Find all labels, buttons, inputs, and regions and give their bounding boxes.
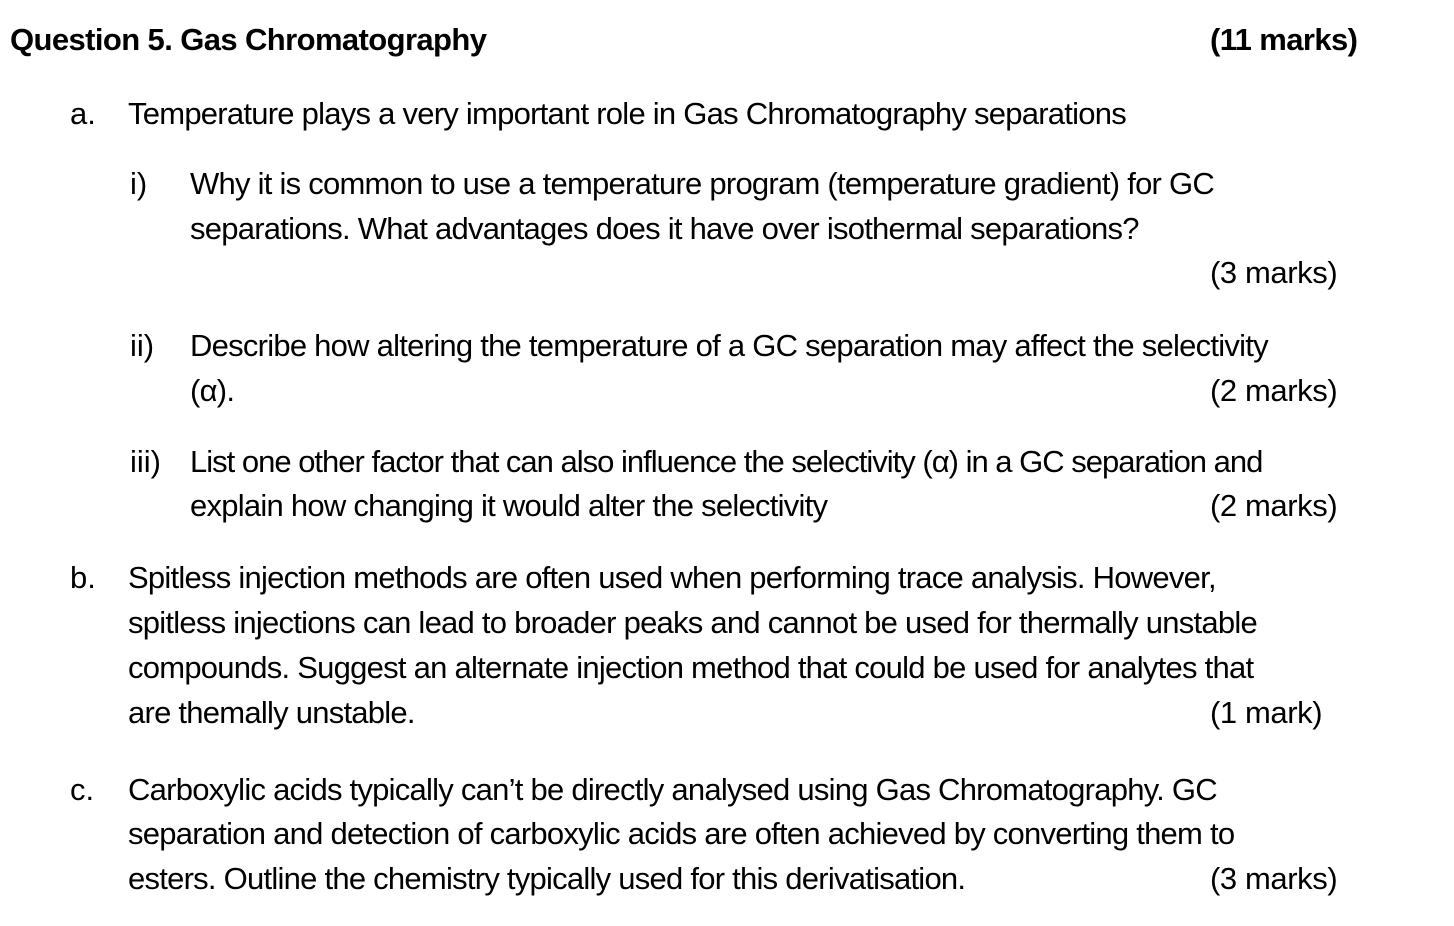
subpart-iii-line-2: explain how changing it would alter the selectivity [190,488,828,523]
part-a-label: a. [70,96,96,131]
subpart-ii-line-1: Describe how altering the temperature of a GC separation may affect the selectivity [190,328,1268,363]
part-b-line-3: compounds. Suggest an alternate injection method that could be used for analytes that [128,650,1254,685]
question-total-marks: (11 marks) [1210,22,1358,57]
part-c-line-2: separation and detection of carboxylic acids are often achieved by converting them to [128,816,1235,851]
part-b-marks: (1 mark) [1210,695,1323,730]
part-b-line-2: spitless injections can lead to broader peaks and cannot be used for thermally unstable [128,605,1257,640]
part-a-text: Temperature plays a very important role in Gas Chromatography separations [128,96,1127,131]
subpart-ii-line-2: (α). [190,373,235,408]
part-b-line-4: are themally unstable. [128,695,415,730]
part-c-line-1: Carboxylic acids typically can’t be directly analysed using Gas Chromatography. GC [128,772,1217,807]
subpart-i-line-1: Why it is common to use a temperature program (temperature gradient) for GC [190,166,1214,201]
subpart-ii-label: ii) [130,328,155,363]
subpart-iii-marks: (2 marks) [1210,488,1338,523]
part-b-line-1: Spitless injection methods are often used when performing trace analysis. However, [128,560,1216,595]
subpart-iii-line-1: List one other factor that can also influence the selectivity (α) in a GC separation and [190,444,1263,479]
subpart-iii-label: iii) [130,444,161,479]
part-b-label: b. [70,560,96,595]
subpart-i-line-2: separations. What advantages does it have over isothermal separations? [190,211,1139,246]
question-title: Question 5. Gas Chromatography [10,22,487,57]
subpart-i-label: i) [130,166,148,201]
part-c-marks: (3 marks) [1210,861,1338,896]
part-c-line-3: esters. Outline the chemistry typically used for this derivatisation. [128,861,966,896]
part-c-label: c. [70,772,95,807]
subpart-i-marks: (3 marks) [1210,255,1338,290]
subpart-ii-marks: (2 marks) [1210,373,1338,408]
